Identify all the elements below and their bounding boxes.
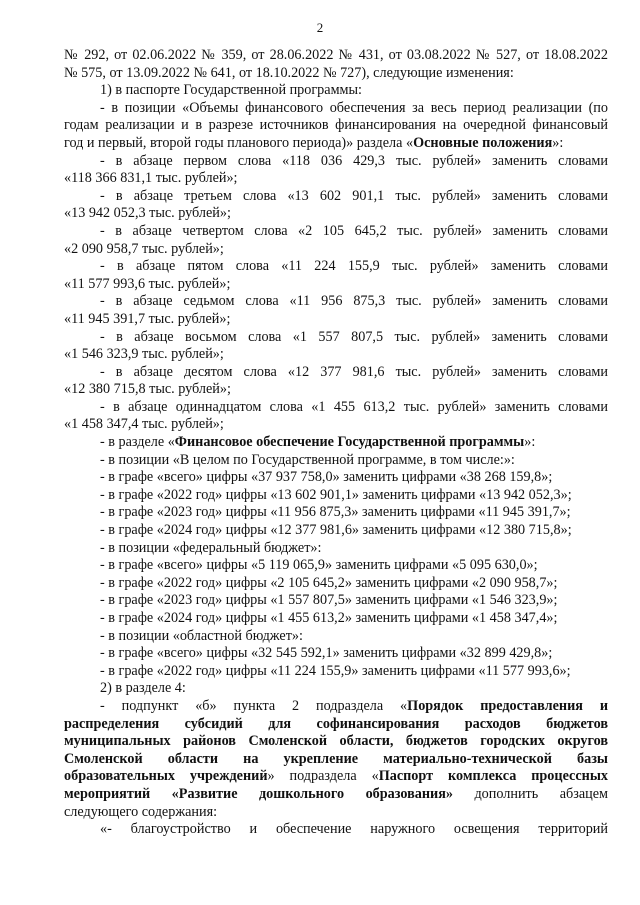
text-line <box>64 82 608 100</box>
text-line <box>64 65 608 83</box>
text-line <box>64 399 608 417</box>
text-line <box>64 135 608 153</box>
line-text: - в абзаце четвертом слова «2 105 645,2 тыс. рублей» заменить словами <box>100 222 608 239</box>
line-text: »: <box>552 134 564 151</box>
line-text: - в абзаце пятом слова «11 224 155,9 тыс. рублей» заменить словами <box>100 258 608 275</box>
line-text: «11 945 391,7 тыс. рублей»; <box>64 310 231 327</box>
text-line <box>64 47 608 65</box>
text-line <box>64 751 608 769</box>
line-text: дополнить абзацем <box>452 785 608 802</box>
text-line <box>64 258 608 276</box>
text-line <box>64 592 608 610</box>
text-line <box>64 434 608 452</box>
bold-text: распределения субсидий для софинансирования расходов бюджетов <box>64 715 608 732</box>
line-text: «11 577 993,6 тыс. рублей»; <box>64 275 231 292</box>
text-line <box>64 364 608 382</box>
text-line <box>64 452 608 470</box>
line-text: - в графе «всего» цифры «32 545 592,1» заменить цифрами «32 899 429,8»; <box>100 645 553 662</box>
bold-text: муниципальных районов Смоленской области, бюджетов городских округов <box>64 733 608 750</box>
text-line <box>64 786 608 804</box>
text-line <box>64 610 608 628</box>
line-text: - в абзаце восьмом слова «1 557 807,5 тыс. рублей» заменить словами <box>100 328 608 345</box>
bold-text: образовательных учреждений <box>64 768 268 785</box>
text-line <box>64 733 608 751</box>
bold-text: Смоленской области на укрепление материально-технической базы <box>64 750 608 767</box>
text-line <box>64 381 608 399</box>
line-text: № 575, от 13.09.2022 № 641, от 18.10.2022 № 727), следующие изменения: <box>64 64 514 81</box>
line-text: - в абзаце третьем слова «13 602 901,1 тыс. рублей» заменить словами <box>100 187 608 204</box>
line-text: годам реализации и в разрезе источников финансирования на очередной финансовый <box>64 117 608 134</box>
line-text: - подпункт «б» пункта 2 подраздела « <box>100 697 408 714</box>
line-text: - в графе «2024 год» цифры «12 377 981,6» заменить цифрами «12 380 715,8»; <box>100 522 572 539</box>
text-line <box>64 768 608 786</box>
text-line <box>64 170 608 188</box>
text-line <box>64 575 608 593</box>
text-line <box>64 540 608 558</box>
line-text: - в графе «2023 год» цифры «1 557 807,5» заменить цифрами «1 546 323,9»; <box>100 592 558 609</box>
bold-text: Порядок предоставления и <box>407 697 608 714</box>
page-number: 2 <box>316 20 324 35</box>
text-line <box>64 205 608 223</box>
line-text: «1 546 323,9 тыс. рублей»; <box>64 346 224 363</box>
line-text: 1) в паспорте Государственной программы: <box>100 82 363 99</box>
text-line <box>64 680 608 698</box>
line-text: «1 458 347,4 тыс. рублей»; <box>64 416 224 433</box>
line-text: «2 090 958,7 тыс. рублей»; <box>64 240 224 257</box>
text-line <box>64 188 608 206</box>
text-line <box>64 293 608 311</box>
line-text: - в позиции «В целом по Государственной программе, в том числе:»: <box>100 451 515 468</box>
line-text: - в позиции «федеральный бюджет»: <box>100 539 322 556</box>
text-line <box>64 522 608 540</box>
text-line <box>64 276 608 294</box>
text-line <box>64 821 608 839</box>
text-line <box>64 716 608 734</box>
text-line <box>64 346 608 364</box>
text-line <box>64 100 608 118</box>
line-text: № 292, от 02.06.2022 № 359, от 28.06.2022 № 431, от 03.08.2022 № 527, от 18.08.2022 <box>64 47 608 63</box>
line-text: - в графе «2024 год» цифры «1 455 613,2» заменить цифрами «1 458 347,4»; <box>100 610 558 626</box>
line-text: «13 942 052,3 тыс. рублей»; <box>64 205 231 222</box>
line-text: «12 380 715,8 тыс. рублей»; <box>64 381 231 398</box>
line-text: «118 366 831,1 тыс. рублей»; <box>64 170 238 187</box>
text-line <box>64 504 608 522</box>
bold-text: Паспорт комплекса процессных <box>378 768 608 785</box>
text-line <box>64 628 608 646</box>
line-text: «- благоустройство и обеспечение наружного освещения территорий <box>100 821 608 838</box>
bold-text: мероприятий «Развитие дошкольного образования» <box>64 785 453 802</box>
line-text: следующего содержания: <box>64 803 218 820</box>
line-text: - в графе «2022 год» цифры «11 224 155,9» заменить цифрами «11 577 993,6»; <box>100 662 571 679</box>
bold-text: Финансовое обеспечение Государственной программы <box>174 434 525 451</box>
text-line <box>64 223 608 241</box>
line-text: - в абзаце первом слова «118 036 429,3 тыс. рублей» заменить словами <box>100 152 608 169</box>
text-line <box>64 487 608 505</box>
line-text: год и первый, второй годы планового периода)» раздела « <box>64 134 414 151</box>
line-text: - в графе «2022 год» цифры «2 105 645,2» заменить цифрами «2 090 958,7»; <box>100 574 558 591</box>
text-line <box>64 153 608 171</box>
line-text: - в абзаце одиннадцатом слова «1 455 613,2 тыс. рублей» заменить словами <box>100 398 608 415</box>
line-text: - в позиции «Объемы финансового обеспечения за весь период реализации (по <box>100 99 608 116</box>
text-line <box>64 241 608 259</box>
text-line <box>64 329 608 347</box>
line-text: - в позиции «областной бюджет»: <box>100 627 303 644</box>
line-text: - в графе «2022 год» цифры «13 602 901,1» заменить цифрами «13 942 052,3»; <box>100 486 572 503</box>
document-body <box>64 47 608 839</box>
line-text: » подраздела « <box>267 768 379 785</box>
text-line <box>64 663 608 681</box>
text-line <box>64 416 608 434</box>
text-line <box>64 117 608 135</box>
bold-text: Основные положения <box>413 134 553 151</box>
line-text: - в разделе « <box>100 434 175 451</box>
line-text: »: <box>524 434 536 451</box>
text-line <box>64 311 608 329</box>
line-text: - в абзаце десятом слова «12 377 981,6 тыс. рублей» заменить словами <box>100 363 608 380</box>
text-line <box>64 557 608 575</box>
line-text: - в графе «всего» цифры «5 119 065,9» заменить цифрами «5 095 630,0»; <box>100 557 538 574</box>
line-text: - в абзаце седьмом слова «11 956 875,3 тыс. рублей» заменить словами <box>100 293 608 310</box>
line-text: - в графе «2023 год» цифры «11 956 875,3» заменить цифрами «11 945 391,7»; <box>100 504 571 521</box>
text-line <box>64 804 608 822</box>
text-line <box>64 698 608 716</box>
line-text: - в графе «всего» цифры «37 937 758,0» заменить цифрами «38 268 159,8»; <box>100 469 553 486</box>
line-text: 2) в разделе 4: <box>100 680 186 697</box>
text-line <box>64 469 608 487</box>
text-line <box>64 645 608 663</box>
